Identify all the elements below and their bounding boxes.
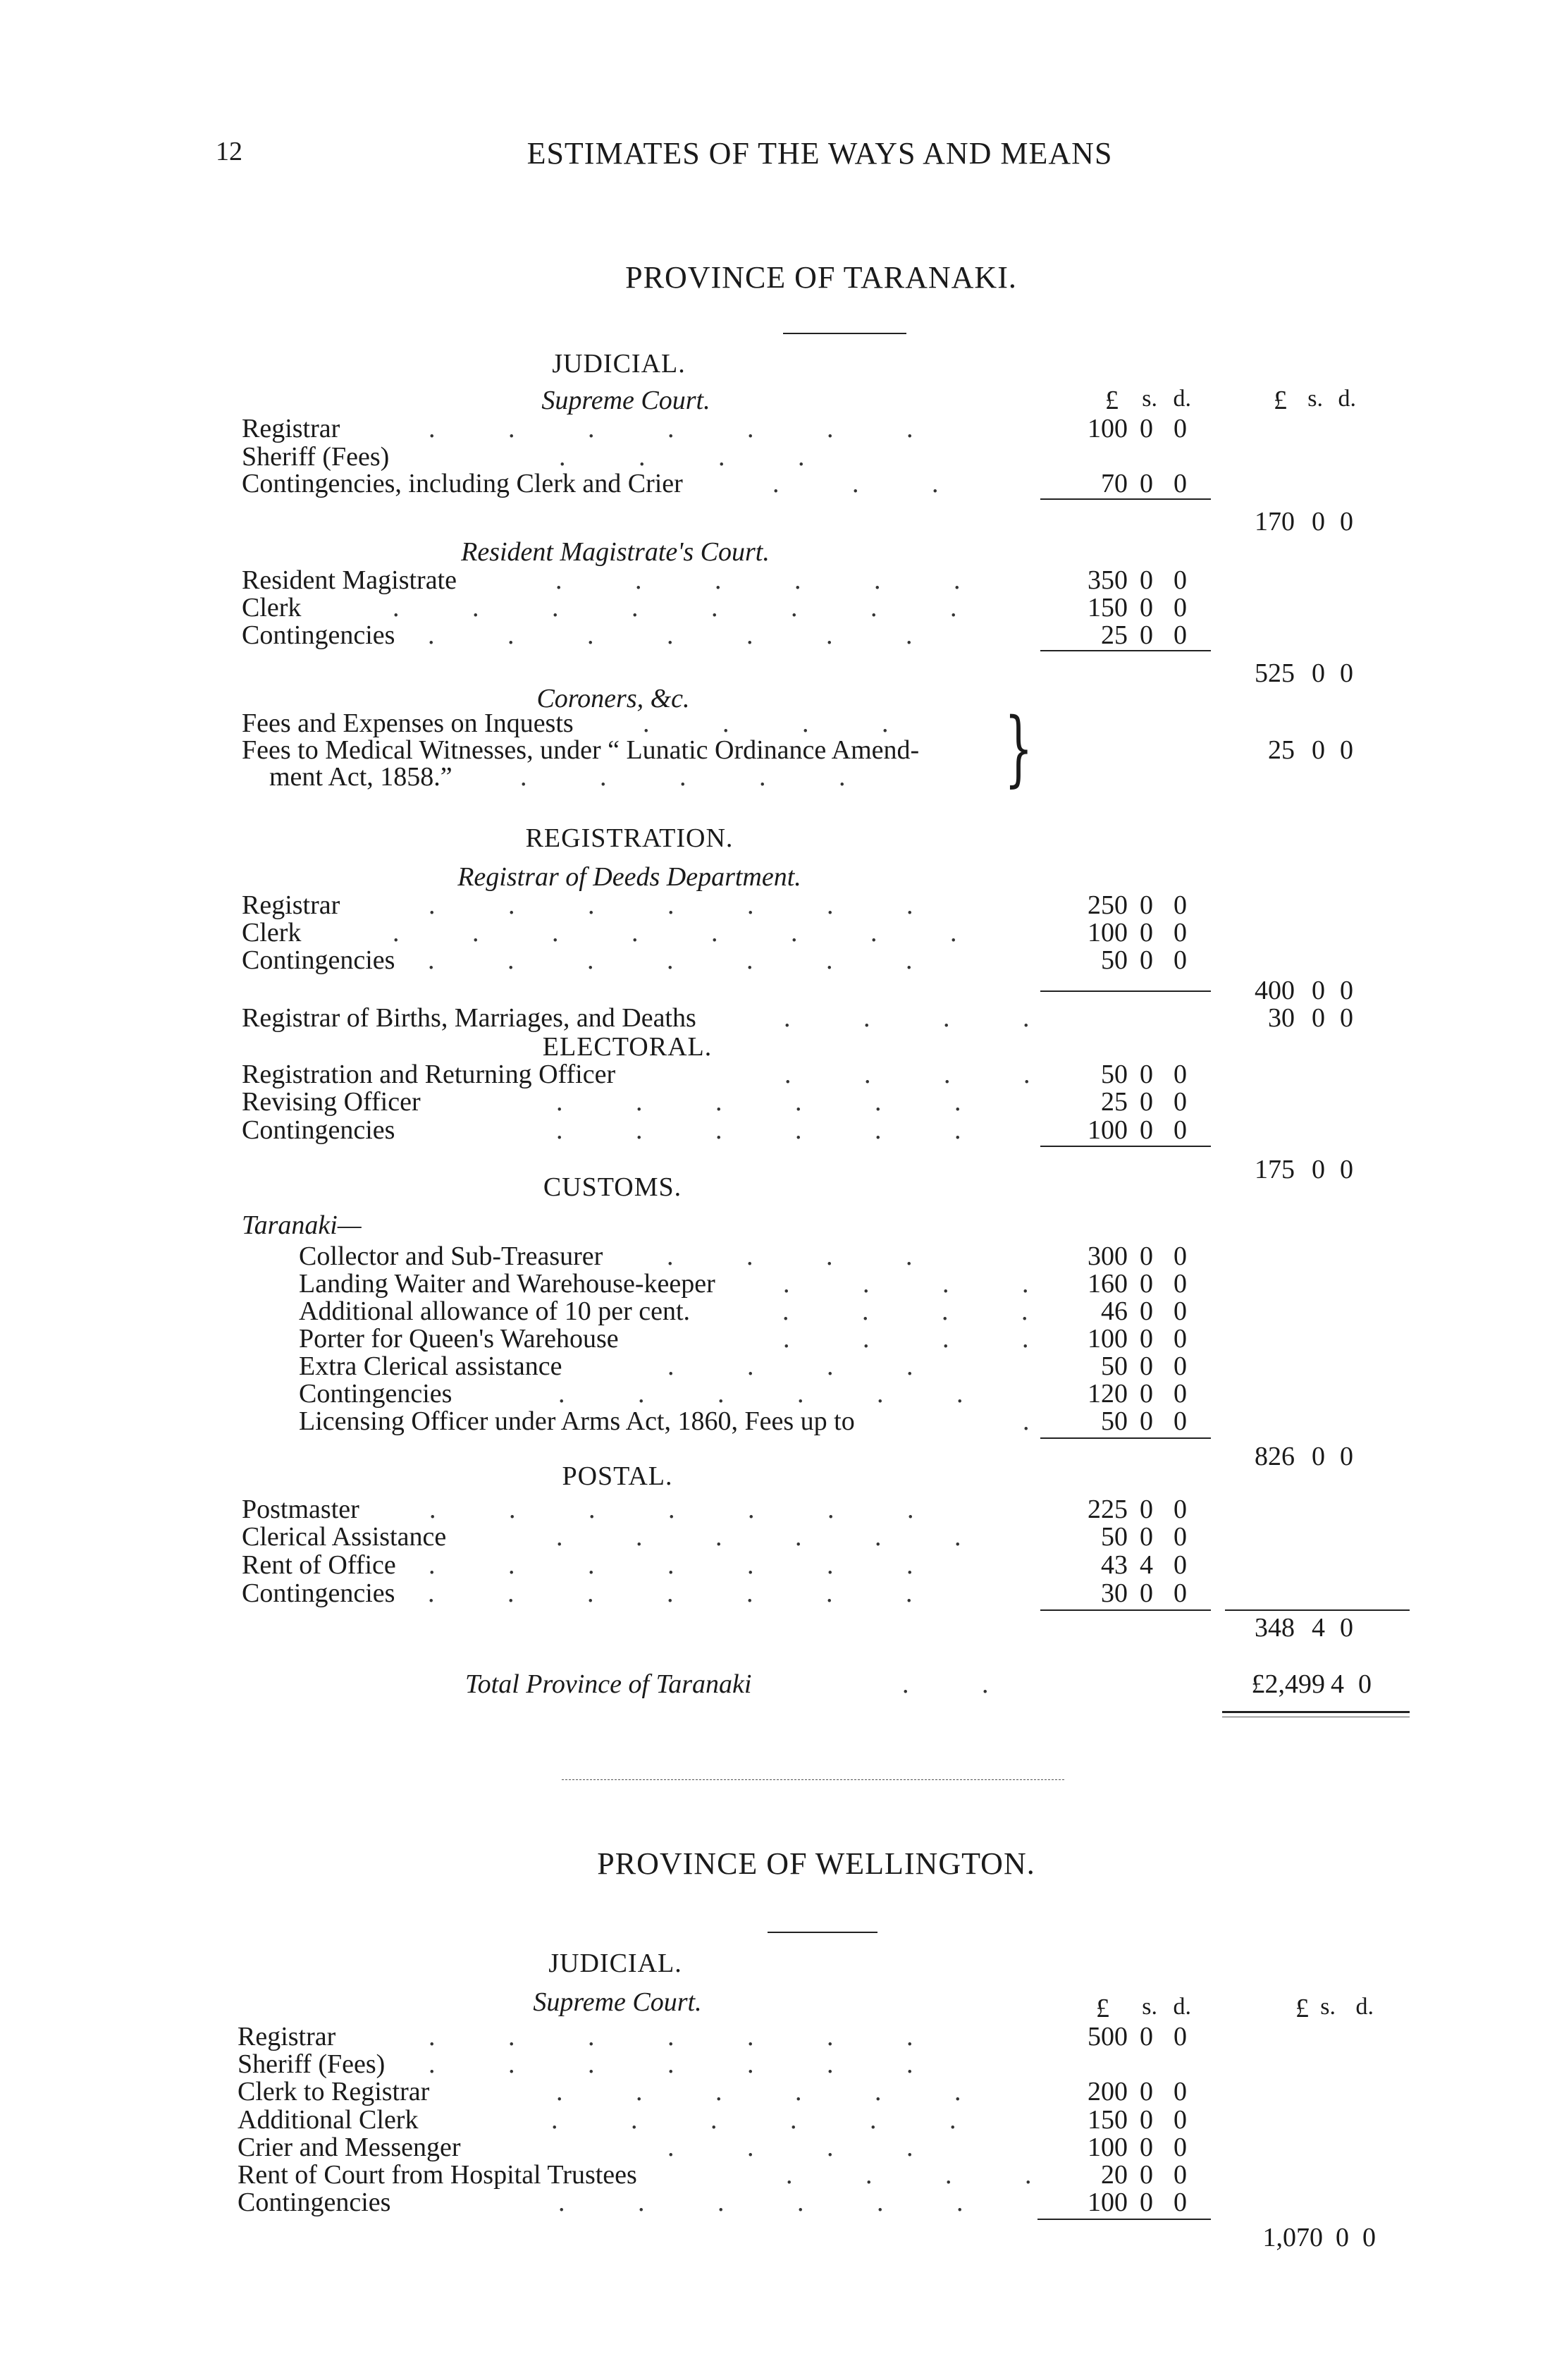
leader-dots: . . . . . . — [556, 1087, 994, 1117]
leader-dots: . . . . — [667, 1241, 946, 1271]
subtotal-rule — [1037, 2219, 1211, 2220]
leader-dots: . . . . — [667, 1351, 947, 1381]
subtotal-shillings: 0 — [1312, 735, 1325, 765]
amount-shillings: 0 — [1140, 593, 1153, 622]
line-item-label: Sheriff (Fees) — [238, 2049, 386, 2079]
amount-pounds: 150 — [1088, 2105, 1128, 2135]
subtotal-pounds: 826 — [1255, 1442, 1295, 1471]
amount-pence: 0 — [1174, 1550, 1187, 1580]
subtotal-shillings: 0 — [1312, 658, 1325, 688]
leader-dots: . . . . . . — [556, 1115, 994, 1145]
leader-dots: . . . . . . . . — [393, 918, 990, 947]
amount-pence: 0 — [1174, 1060, 1187, 1089]
amount-pence: 0 — [1174, 945, 1187, 975]
subtotal-shillings: 0 — [1312, 1003, 1325, 1033]
amount-pounds: 30 — [1101, 1578, 1128, 1608]
col-head-pence: d. — [1173, 1994, 1191, 2020]
line-item-label: Contingencies — [238, 2188, 391, 2217]
leader-dots: . . . . . — [520, 762, 879, 792]
amount-pence: 0 — [1174, 2160, 1187, 2190]
amount-pence: 0 — [1174, 2188, 1187, 2217]
subtotal-shillings: 0 — [1312, 1442, 1325, 1471]
leader-dots: . . . . . . . . — [393, 593, 990, 622]
line-item-label: Collector and Sub-Treasurer — [299, 1241, 603, 1271]
subtotal-shillings: 0 — [1336, 2223, 1349, 2252]
amount-pounds: 50 — [1101, 945, 1128, 975]
line-item-label: Extra Clerical assistance — [299, 1351, 562, 1381]
subtotal-pence: 0 — [1340, 507, 1353, 536]
line-item-label: Contingencies — [242, 945, 395, 975]
col-head-pence: d. — [1173, 386, 1191, 412]
col-head-pound: £ — [1096, 1994, 1109, 2023]
line-item-label: Clerk to Registrar — [238, 2077, 430, 2106]
grand-total-pence: 0 — [1358, 1669, 1372, 1699]
amount-pounds: 100 — [1088, 1115, 1128, 1145]
line-item-label: Clerk — [242, 918, 302, 947]
amount-pence: 0 — [1174, 918, 1187, 947]
line-item-label: Postmaster — [242, 1495, 359, 1524]
amount-shillings: 0 — [1140, 1324, 1153, 1354]
leader-dots: . . . . . . . — [428, 945, 946, 975]
subtotal-pounds: 525 — [1255, 658, 1295, 688]
amount-shillings: 0 — [1140, 890, 1153, 920]
subtotal-pence: 0 — [1340, 658, 1353, 688]
amount-pounds: 50 — [1101, 1522, 1128, 1552]
amount-pence: 0 — [1174, 1269, 1187, 1299]
amount-shillings: 0 — [1140, 1578, 1153, 1608]
subtotal-pence: 0 — [1340, 1155, 1353, 1184]
subtotal-rule — [1040, 990, 1211, 992]
total-column-rule — [1225, 1609, 1410, 1611]
subtotal-pence: 0 — [1362, 2223, 1376, 2252]
amount-pounds: 200 — [1088, 2077, 1128, 2106]
subtotal-pounds: 170 — [1255, 507, 1295, 536]
amount-shillings: 0 — [1140, 1522, 1153, 1552]
col-head-shilling: s. — [1142, 1994, 1157, 2020]
subtotal-shillings: 0 — [1312, 976, 1325, 1005]
line-item-label: Crier and Messenger — [238, 2133, 461, 2162]
line-item-label: Rent of Office — [242, 1550, 396, 1580]
amount-pence: 0 — [1174, 890, 1187, 920]
amount-pounds: 46 — [1101, 1296, 1128, 1326]
amount-pence: 0 — [1174, 1495, 1187, 1524]
province-title-wellington: PROVINCE OF WELLINGTON. — [597, 1846, 1035, 1881]
line-item-label: Clerical Assistance — [242, 1522, 447, 1552]
leader-dots: . . . . . . . — [429, 2049, 947, 2079]
subtotal-pence: 0 — [1340, 735, 1353, 765]
leader-dots: . . . . . . . — [428, 1578, 946, 1608]
title-rule — [783, 333, 906, 334]
line-item-label: Sheriff (Fees) — [242, 442, 390, 472]
amount-shillings: 0 — [1140, 1060, 1153, 1089]
subtotal-shillings: 0 — [1312, 1155, 1325, 1184]
amount-pounds: 43 — [1101, 1550, 1128, 1580]
amount-pounds: 100 — [1088, 2188, 1128, 2217]
col-head-pound-total: £ — [1295, 1994, 1309, 2023]
leader-dots: . . . . . . — [558, 1379, 997, 1409]
subheading-coroners: Coroners, &c. — [536, 684, 690, 713]
col-head-pence-total: d. — [1338, 386, 1356, 412]
amount-pounds: 50 — [1101, 1406, 1128, 1436]
subtotal-rule — [1040, 1609, 1211, 1611]
amount-pence: 0 — [1174, 1578, 1187, 1608]
subtotal-pounds: 400 — [1255, 976, 1295, 1005]
subtotal-pounds: 30 — [1268, 1003, 1295, 1033]
amount-pence: 0 — [1174, 1406, 1187, 1436]
leader-dots: . . . . — [782, 1296, 1061, 1326]
amount-shillings: 0 — [1140, 414, 1153, 443]
amount-shillings: 0 — [1140, 1087, 1153, 1117]
line-item-label: Fees to Medical Witnesses, under “ Lunatic Ordinance Amend- — [242, 735, 920, 765]
grand-total-label: Total Province of Taranaki — [465, 1669, 752, 1699]
section-heading-electoral: ELECTORAL. — [542, 1032, 713, 1062]
amount-pence: 0 — [1174, 1087, 1187, 1117]
amount-shillings: 0 — [1140, 2160, 1153, 2190]
leader-dots: . . . . — [783, 1269, 1062, 1299]
leader-dots: . . . . . . . — [429, 1495, 947, 1524]
leader-dots: . . . . — [784, 1003, 1063, 1033]
amount-shillings: 0 — [1140, 1495, 1153, 1524]
leader-dots: . . . . . . . — [429, 1550, 947, 1580]
amount-pounds: 100 — [1088, 1324, 1128, 1354]
amount-shillings: 4 — [1140, 1550, 1153, 1580]
subtotal-pounds: 175 — [1255, 1155, 1295, 1184]
right-brace: } — [1004, 701, 1033, 796]
customs-place: Taranaki— — [242, 1210, 362, 1240]
line-item-label: Clerk — [242, 593, 302, 622]
subtotal-shillings: 0 — [1312, 507, 1325, 536]
subtotal-pounds: 348 — [1255, 1613, 1295, 1643]
leader-dots: . . . . . . . — [429, 890, 947, 920]
amount-pounds: 20 — [1101, 2160, 1128, 2190]
subtotal-rule — [1040, 1146, 1211, 1147]
amount-pence: 0 — [1174, 1522, 1187, 1552]
amount-pounds: 50 — [1101, 1351, 1128, 1381]
grand-total-shillings: 4 — [1331, 1669, 1344, 1699]
col-head-shilling: s. — [1142, 386, 1157, 412]
leader-dots: . . . . . . . — [429, 2022, 947, 2051]
amount-pounds: 100 — [1088, 414, 1128, 443]
amount-shillings: 0 — [1140, 1296, 1153, 1326]
leader-dots: . . . . — [667, 2133, 947, 2162]
subheading-supreme-court: Supreme Court. — [533, 1987, 702, 2017]
amount-pence: 0 — [1174, 1324, 1187, 1354]
section-heading-customs: CUSTOMS. — [543, 1172, 682, 1202]
subheading-resident-magistrate: Resident Magistrate's Court. — [461, 537, 770, 567]
amount-pence: 0 — [1174, 593, 1187, 622]
amount-shillings: 0 — [1140, 2077, 1153, 2106]
line-item-label: Registration and Returning Officer — [242, 1060, 616, 1089]
section-heading-judicial: JUDICIAL. — [548, 1949, 682, 1978]
leader-dots: . — [1023, 1406, 1063, 1436]
line-item-label: Contingencies — [299, 1379, 452, 1409]
subtotal-pounds: 25 — [1268, 735, 1295, 765]
province-title-taranaki: PROVINCE OF TARANAKI. — [625, 260, 1017, 295]
leader-dots: . . . — [772, 469, 972, 498]
amount-shillings: 0 — [1140, 2188, 1153, 2217]
amount-pounds: 350 — [1088, 565, 1128, 595]
line-item-label: Licensing Officer under Arms Act, 1860, Fees up to — [299, 1406, 855, 1436]
amount-pence: 0 — [1174, 2105, 1187, 2135]
line-item-label: Additional Clerk — [238, 2105, 419, 2135]
amount-pence: 0 — [1174, 620, 1187, 650]
grand-total-double-rule — [1222, 1711, 1410, 1713]
amount-shillings: 0 — [1140, 565, 1153, 595]
line-item-label: Registrar of Births, Marriages, and Deaths — [242, 1003, 696, 1033]
amount-shillings: 0 — [1140, 1406, 1153, 1436]
line-item-label: Registrar — [238, 2022, 336, 2051]
amount-shillings: 0 — [1140, 1269, 1153, 1299]
page-number: 12 — [216, 137, 242, 166]
line-item-label: Registrar — [242, 414, 340, 443]
leader-dots: . . — [902, 1669, 1022, 1699]
subtotal-shillings: 4 — [1312, 1613, 1325, 1643]
col-head-pound-total: £ — [1274, 386, 1287, 415]
col-head-shilling-total: s. — [1307, 386, 1323, 412]
subtotal-rule — [1040, 1437, 1211, 1439]
subtotal-rule — [1040, 498, 1211, 500]
amount-pounds: 50 — [1101, 1060, 1128, 1089]
amount-pounds: 160 — [1088, 1269, 1128, 1299]
line-item-label: ment Act, 1858.” — [269, 762, 452, 792]
amount-shillings: 0 — [1140, 2105, 1153, 2135]
leader-dots: . . . . — [643, 709, 922, 738]
amount-shillings: 0 — [1140, 1351, 1153, 1381]
amount-shillings: 0 — [1140, 1379, 1153, 1409]
amount-shillings: 0 — [1140, 1115, 1153, 1145]
amount-pounds: 100 — [1088, 918, 1128, 947]
amount-pounds: 25 — [1101, 1087, 1128, 1117]
title-rule — [768, 1932, 877, 1933]
leader-dots: . . . . . . — [555, 565, 994, 595]
section-heading-judicial: JUDICIAL. — [552, 349, 686, 379]
province-separator — [562, 1779, 1064, 1780]
amount-pounds: 150 — [1088, 593, 1128, 622]
amount-shillings: 0 — [1140, 945, 1153, 975]
amount-pounds: 250 — [1088, 890, 1128, 920]
line-item-label: Rent of Court from Hospital Trustees — [238, 2160, 637, 2190]
amount-shillings: 0 — [1140, 1241, 1153, 1271]
line-item-label: Fees and Expenses on Inquests — [242, 709, 574, 738]
subtotal-pence: 0 — [1340, 1442, 1353, 1471]
amount-pounds: 120 — [1088, 1379, 1128, 1409]
amount-pounds: 300 — [1088, 1241, 1128, 1271]
amount-pounds: 100 — [1088, 2133, 1128, 2162]
amount-pounds: 225 — [1088, 1495, 1128, 1524]
line-item-label: Landing Waiter and Warehouse-keeper — [299, 1269, 715, 1299]
amount-pence: 0 — [1174, 414, 1187, 443]
grand-total-pounds: £2,499 — [1251, 1669, 1325, 1699]
subtotal-pence: 0 — [1340, 976, 1353, 1005]
amount-pounds: 25 — [1101, 620, 1128, 650]
leader-dots: . . . . — [784, 1060, 1064, 1089]
section-heading-postal: POSTAL. — [562, 1461, 673, 1491]
subtotal-pounds: 1,070 — [1262, 2223, 1323, 2252]
leader-dots: . . . . . . — [556, 2077, 994, 2106]
line-item-label: Revising Officer — [242, 1087, 421, 1117]
leader-dots: . . . . . . . — [428, 620, 946, 650]
amount-pence: 0 — [1174, 2133, 1187, 2162]
col-head-shilling-total: s. — [1320, 1994, 1336, 2020]
amount-pence: 0 — [1174, 565, 1187, 595]
leader-dots: . . . . — [783, 1324, 1062, 1354]
amount-pence: 0 — [1174, 1351, 1187, 1381]
leader-dots: . . . . . . — [551, 2105, 990, 2135]
subheading-supreme-court: Supreme Court. — [541, 386, 710, 415]
leader-dots: . . . . . . — [558, 2188, 997, 2217]
subheading-deeds: Registrar of Deeds Department. — [457, 862, 801, 892]
subtotal-pence: 0 — [1340, 1613, 1353, 1643]
amount-pounds: 500 — [1088, 2022, 1128, 2051]
running-title: ESTIMATES OF THE WAYS AND MEANS — [526, 136, 1113, 171]
amount-pence: 0 — [1174, 2077, 1187, 2106]
amount-shillings: 0 — [1140, 918, 1153, 947]
line-item-label: Resident Magistrate — [242, 565, 457, 595]
amount-shillings: 0 — [1140, 2022, 1153, 2051]
amount-pence: 0 — [1174, 1241, 1187, 1271]
line-item-label: Contingencies — [242, 1115, 395, 1145]
amount-pence: 0 — [1174, 1296, 1187, 1326]
leader-dots: . . . . — [786, 2160, 1065, 2190]
line-item-label: Contingencies — [242, 620, 395, 650]
amount-pence: 0 — [1174, 469, 1187, 498]
leader-dots: . . . . . . — [556, 1522, 994, 1552]
amount-pounds: 70 — [1101, 469, 1128, 498]
line-item-label: Contingencies — [242, 1578, 395, 1608]
line-item-label: Registrar — [242, 890, 340, 920]
col-head-pence-total: d. — [1355, 1994, 1374, 2020]
amount-shillings: 0 — [1140, 469, 1153, 498]
col-head-pound: £ — [1105, 386, 1119, 415]
subtotal-pence: 0 — [1340, 1003, 1353, 1033]
leader-dots: . . . . . . . — [429, 414, 947, 443]
section-heading-registration: REGISTRATION. — [525, 823, 734, 853]
amount-shillings: 0 — [1140, 2133, 1153, 2162]
leader-dots: . . . . — [559, 442, 838, 472]
line-item-label: Contingencies, including Clerk and Crier — [242, 469, 683, 498]
line-item-label: Additional allowance of 10 per cent. — [299, 1296, 691, 1326]
amount-shillings: 0 — [1140, 620, 1153, 650]
subtotal-rule — [1040, 650, 1211, 651]
amount-pence: 0 — [1174, 2022, 1187, 2051]
line-item-label: Porter for Queen's Warehouse — [299, 1324, 619, 1354]
amount-pence: 0 — [1174, 1115, 1187, 1145]
amount-pence: 0 — [1174, 1379, 1187, 1409]
